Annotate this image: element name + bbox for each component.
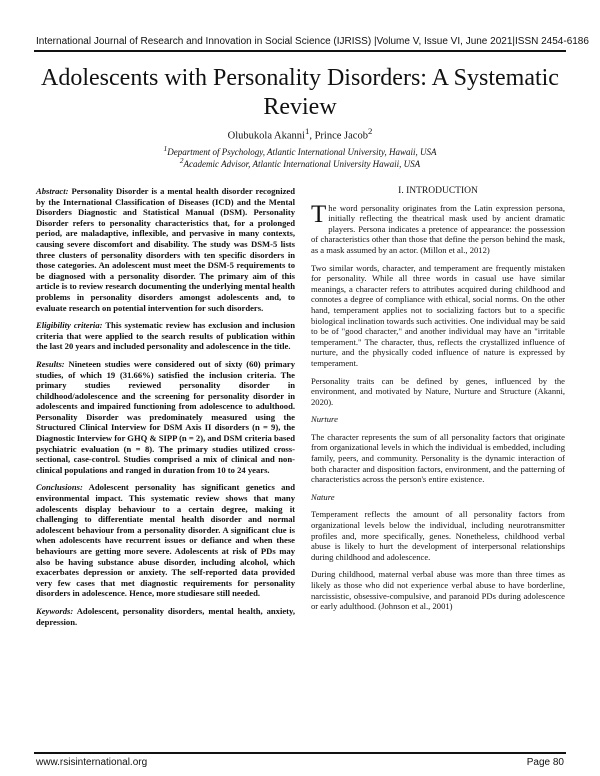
- conclusions: [36, 482, 295, 599]
- results-text: Nineteen studies were considered out of sixty (60) primary studies, of which 19 (31.66%) satisfied the inclusion criteria. The primary studies reviewed personality disorder in childhood/adolescence and the screening for personality disorder in adolescents and impaired functioning from adolescence to adulthood. Personality Disorder was predominately measured using the Structured Clinical Interview for DSM Axis II disorders (n = 9), the Diagnostic Interview for GHQ & SIPP (n = 2), and DSM criteria based psychiatric evaluation (n = 8). The primary studies utilized cross-sectional, case-control. Studies comprised a mix of clinical and non-clinical populations and ranged in duration from 10 to 24 years.: [36, 358, 295, 475]
- author-line: [40, 126, 560, 142]
- paper-title: Adolescents with Personality Disorders: A Systematic Review: [41, 65, 559, 120]
- footer-page-number: Page 80: [526, 757, 564, 768]
- affiliation-text: Academic Advisor, Atlantic International University Hawaii, USA: [183, 159, 421, 169]
- nurture-paragraph: The character represents the sum of all personality factors that originate from organizational levels in which the individual is embedded, including family, peers, and community. Personality is the dynamic interaction of both character and disposition factors, environment, and the patterning of characteristics across the person's entire existence.: [311, 431, 565, 485]
- author-separator: ,: [309, 130, 315, 142]
- eligibility-text: This systematic review has exclusion and inclusion criteria that were applied to the search results of publication within the last 20 years and included personality and adolescence in the title.: [36, 320, 295, 352]
- affiliation-text: Department of Psychology, Atlantic International University, Hawaii, USA: [167, 147, 437, 157]
- results: [36, 359, 295, 476]
- left-column: [36, 186, 295, 634]
- intro-text: he word personality originates from the Latin expression persona, initially reflecting the theatrical mask used by ancient dramatic players. Persona indicates a pretence of appearance: the possession of characteristics other than those that define the person behind the mask, as a mask assumed by an actor. (Millon et al., 2012): [311, 202, 565, 255]
- keywords-text: Adolescent, personality disorders, mental health, anxiety, depression.: [36, 605, 295, 627]
- abstract-label: Abstract:: [36, 186, 69, 196]
- eligibility-label: Eligibility criteria:: [36, 320, 103, 331]
- intro-paragraph: Two similar words, character, and temperament are frequently mistaken for personality. While all three words in casual use have similar meanings, a character refers to attributes acquired during childhood and connotes a degree of compliance with ethical, social norms. On the other hand, temperament applies not to socializing factors but to a specific biological inclination towards such activities. One individual may be said to be of "good character," and another individual may have an "irritable temperament." The character, thus, reflects the crystallized influence of nurture, and the physically coded influence of nature is expressed by temperament.: [311, 262, 565, 368]
- affiliation-sup: 2: [179, 156, 184, 165]
- subheading-nurture: Nurture: [311, 414, 338, 425]
- journal-header: International Journal of Research and Innovation in Social Science (IJRISS) |Volume V, Issue VI, June 2021|ISSN 2454-6186: [36, 36, 589, 47]
- eligibility: [36, 320, 295, 352]
- footer-rule: [34, 752, 566, 754]
- author-name: Prince Jacob: [314, 130, 368, 142]
- abstract-text: Personality Disorder is a mental health disorder recognized by the International Classification of Diseases (ICD) and the Mental Disorders Diagnostic and Statistical Manual (DSM). Personality Disorder refers to personality characteristics that, for a prolonged period, are maladaptive, inflexible, and pervasive in many contexts, causing severe discomfort and disability. The study was DSM-5 lists three clusters of personality disorders with ten specific disorders in those categories. An adolescent must meet the DSM-5 requirements to be diagnosed with a personality disorder. The primary aim of this article is to review research documenting the underlying mental health problems in personality disorders amongst adolescents and, to evaluate research on potential intervention for such disorders.: [36, 186, 295, 313]
- author-sup: 2: [367, 126, 373, 136]
- header-rule: [34, 50, 566, 52]
- nature-paragraph: During childhood, maternal verbal abuse was more than three times as likely as those who did not experience verbal abuse to have borderline, narcissistic, obsessive-compulsive, and paranoid PDs during adolescence or early adulthood. (Johnson et al., 2001): [311, 569, 565, 612]
- intro-paragraph: [311, 200, 565, 256]
- subheading-nature: Nature: [311, 491, 335, 502]
- author-sup: 1: [304, 126, 310, 136]
- right-column: [311, 186, 565, 619]
- section-heading: I. INTRODUCTION: [398, 186, 478, 196]
- keywords-label: Keywords:: [36, 605, 74, 616]
- drop-cap: T: [311, 200, 327, 228]
- author-name: Olubukola Akanni: [227, 130, 305, 142]
- affiliation-sup: 1: [163, 144, 168, 153]
- conclusions-label: Conclusions:: [36, 482, 83, 493]
- nature-paragraph: Temperament reflects the amount of all personality factors from organizational levels below the individual, including neurotransmitter profiles and, more specifically, genes. Nonetheless, childhood verbal abuse is likely to hurt the development of interpersonal relationships during childhood and adolescence.: [311, 509, 565, 562]
- results-label: Results:: [36, 358, 65, 369]
- intro-paragraph: Personality traits can be defined by genes, influenced by the environment, and motivated by Nature, Nurture and Structure (Akanni, 2020).: [311, 375, 565, 407]
- conclusions-text: Adolescent personality has significant genetics and environmental impact. This systematic review shows that many adolescents display behaviour to a certain degree, making it challenging to differentiate mental health disorder and normal adolescent behaviour from a personality disorder. A significant clue is when adolescents have recurrent issues or defiance and when these behaviours are getting more severe. Adolescents at risk of PDs may also be having substance abuse disorder, including alcohol, which exacerbates depression or anxiety. The self-reported data provided very few cases that met diagnostic requirements for personality disorders in adolescence. Hence, more studiesare still needed.: [36, 482, 295, 599]
- affiliation: [40, 156, 560, 169]
- footer-website: www.rsisinternational.org: [36, 757, 148, 768]
- keywords: [36, 606, 295, 627]
- abstract: [36, 186, 295, 313]
